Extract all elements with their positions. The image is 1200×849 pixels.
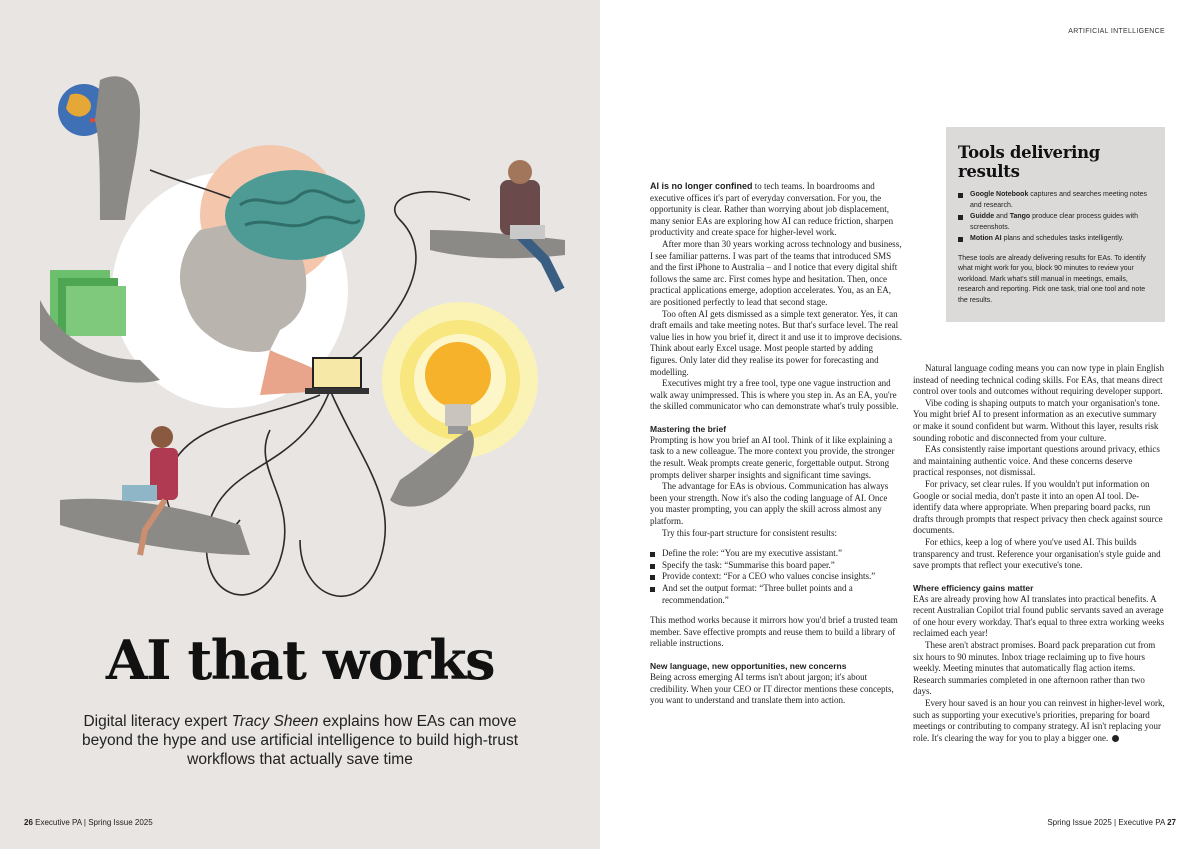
sidebar-item-tool: Tango xyxy=(1009,213,1031,220)
sidebar-box xyxy=(946,127,1165,322)
sidebar-item-tool: Google Notebook xyxy=(970,191,1029,198)
section-label: ARTIFICIAL INTELLIGENCE xyxy=(1068,28,1165,35)
paragraph: Too often AI gets dismissed as a simple text generator. Yes, it can draft emails and take meeting notes. But that's surface level. The real value lies in how you brief it, direct it and use it to improve decisions. Think about early Excel usage. Most people started by adding figures. Only later did they realise its power for forecasting and modelling. xyxy=(650,308,902,377)
paragraph: Prompting is how you brief an AI tool. Think of it like explaining a task to a new colleague. The more context you provide, the stronger the result. Weak prompts create generic, forgettable output. Strong prompts deliver sharper insights and significant time savings. xyxy=(650,434,895,480)
paragraph: The advantage for EAs is obvious. Communication has always been your strength. Now it's also the coding language of AI. Once you master prompting, you can apply the skill across almost any platform. xyxy=(650,481,889,527)
list-item: Define the role: “You are my executive assistant.” xyxy=(650,548,902,560)
man-laptop xyxy=(510,225,545,239)
folio-right-number: 27 xyxy=(1167,818,1176,827)
hand-top xyxy=(95,76,140,220)
woman-laptop xyxy=(122,485,157,501)
subhead-language: New language, new opportunities, new concerns xyxy=(650,660,847,671)
paragraph: Being across emerging AI terms isn't about jargon; it's about credibility. When your CEO or IT director mentions these concepts, you want to understand and translate them into action. xyxy=(650,671,894,706)
sidebar-item-text: produce clear process guides with screenshots. xyxy=(970,213,1138,231)
sidebar-item xyxy=(958,234,1153,245)
folders xyxy=(50,270,126,336)
paragraph: This method works because it mirrors how you'd brief a trusted team member. Save effective prompts and reuse them to build a library of reliable instructions. xyxy=(650,615,898,649)
sidebar-item-tool: Guidde xyxy=(970,213,995,220)
subhead-efficiency: Where efficiency gains matter xyxy=(913,582,1034,593)
folio-right-text: Spring Issue 2025 | Executive PA xyxy=(1047,818,1168,827)
sidebar-item xyxy=(958,190,1153,211)
sidebar-item xyxy=(958,212,1153,233)
hand-bottom xyxy=(60,499,250,555)
list-item: Provide context: “For a CEO who values concise insights.” xyxy=(650,571,902,583)
sidebar-title: Tools delivering results xyxy=(958,143,1101,181)
paragraph-text: to tech teams. In boardrooms and executive offices it's part of everyday conversation. For you, the opportunity is clear. Rather than worrying about job displacement, many senior EAs are exploring how AI can reduce friction, sharpen productivity and create space for higher-level work. xyxy=(650,181,894,238)
lead-in: AI is no longer confined xyxy=(650,181,753,191)
deck-prefix: Digital literacy expert xyxy=(83,713,232,730)
paragraph: EAs consistently raise important questions around privacy, ethics and maintaining authentic voice. And these concerns deserve practical responses, not dismissal. xyxy=(913,444,1160,478)
right-page xyxy=(600,0,1200,849)
paragraph: For ethics, keep a log of where you've used AI. This builds transparency and trust. Reference your organisation's style guide and save prompts that reflect your executive's tone. xyxy=(913,536,1161,571)
article-column-2 xyxy=(913,363,1165,744)
paragraph: These aren't abstract promises. Board pack preparation cut from six hours to 90 minutes. Inbox triage reclaiming up to five hours weekly. Meeting minutes that automatically flag action items. Research summaries completed in one afternoon rather than two days. xyxy=(913,640,1156,697)
paragraph xyxy=(913,698,1165,744)
deck-author: Tracy Sheen xyxy=(231,713,319,730)
sidebar-item-text: plans and schedules tasks intelligently. xyxy=(1001,235,1124,242)
paragraph: Natural language coding means you can now type in plain English instead of needing technical coding skills. For EAs, that means direct control over tools and outcomes without requiring developer support. xyxy=(913,363,1164,397)
sidebar-list xyxy=(958,190,1153,245)
folio-left-number: 26 xyxy=(24,818,33,827)
subhead-brief: Mastering the brief xyxy=(650,423,727,434)
paragraph: After more than 30 years working across technology and business, I see familiar patterns. I was part of the teams that introduced SMS and the first iPhone to Australia – and I notice that every digital shift follows the same arc. First comes hype and hesitation. Then, once practical applications emerge, adoption accelerates. You, as an EA, are positioned perfectly to lead that second stage. xyxy=(650,238,902,307)
list-item: Specify the task: “Summarise this board paper.” xyxy=(650,560,902,572)
folio-right xyxy=(1047,818,1176,827)
illustration xyxy=(0,0,600,640)
list-item: And set the output format: “Three bullet points and a recommendation.” xyxy=(650,583,902,606)
end-mark-icon xyxy=(1112,735,1119,742)
sidebar-item-text: captures and searches meeting notes and research. xyxy=(970,191,1148,209)
center-laptop xyxy=(313,358,361,388)
sidebar-item-tool: Motion AI xyxy=(970,235,1002,242)
folio-left-text: Executive PA | Spring Issue 2025 xyxy=(32,818,153,827)
prompt-structure-list xyxy=(650,548,902,606)
brain xyxy=(225,170,365,260)
paragraph: Executives might try a free tool, type one vague instruction and walk away unimpressed. This is where you step in. As an EA, you're the skilled communicator who can demonstrate what's truly possible. xyxy=(650,378,899,412)
deck-suffix: explains how EAs can move beyond the hype and use artificial intelligence to build high-trust workflows that actually save time xyxy=(82,713,518,768)
paragraph: For privacy, set clear rules. If you wouldn't put information on Google or social media, don't paste it into an open AI tool. De-identify data where appropriate. When preparing board packs, run drafts through prompts that respect privacy then check against source documents. xyxy=(913,478,1163,536)
paragraph-text: Every hour saved is an hour you can reinvest in higher-level work, such as supporting your executive's priorities, preparing for board meetings or contributing to company strategy. AI isn't replacing your role. It's clearing the way for you to play a bigger one. xyxy=(913,698,1165,743)
deck xyxy=(70,712,530,769)
folio-left xyxy=(24,818,153,827)
sidebar-body: These tools are already delivering results for EAs. To identify what might work for you, block 90 minutes to review your workload. Mark what's still manual in meetings, emails, research and reporting. Pick one task, trial one tool and note the results. xyxy=(958,254,1146,304)
paragraph: EAs are already proving how AI translates into practical benefits. A recent Australian Copilot trial found public servants saved an average of one hour every workday. That's equal to three extra working weeks reclaimed each year! xyxy=(913,593,1165,639)
paragraph: Try this four-part structure for consistent results: xyxy=(662,527,837,538)
paragraph xyxy=(650,181,902,239)
paragraph: Vibe coding is shaping outputs to match your organisation's tone. You might brief AI to present information as an executive summary or make it sound confident but warm. Without this layer, results risk sounding robotic and disconnected from your culture. xyxy=(913,397,1160,443)
sidebar-item-connector: and xyxy=(994,213,1010,220)
headline: AI that works xyxy=(105,628,495,692)
article-column-1 xyxy=(650,181,902,707)
